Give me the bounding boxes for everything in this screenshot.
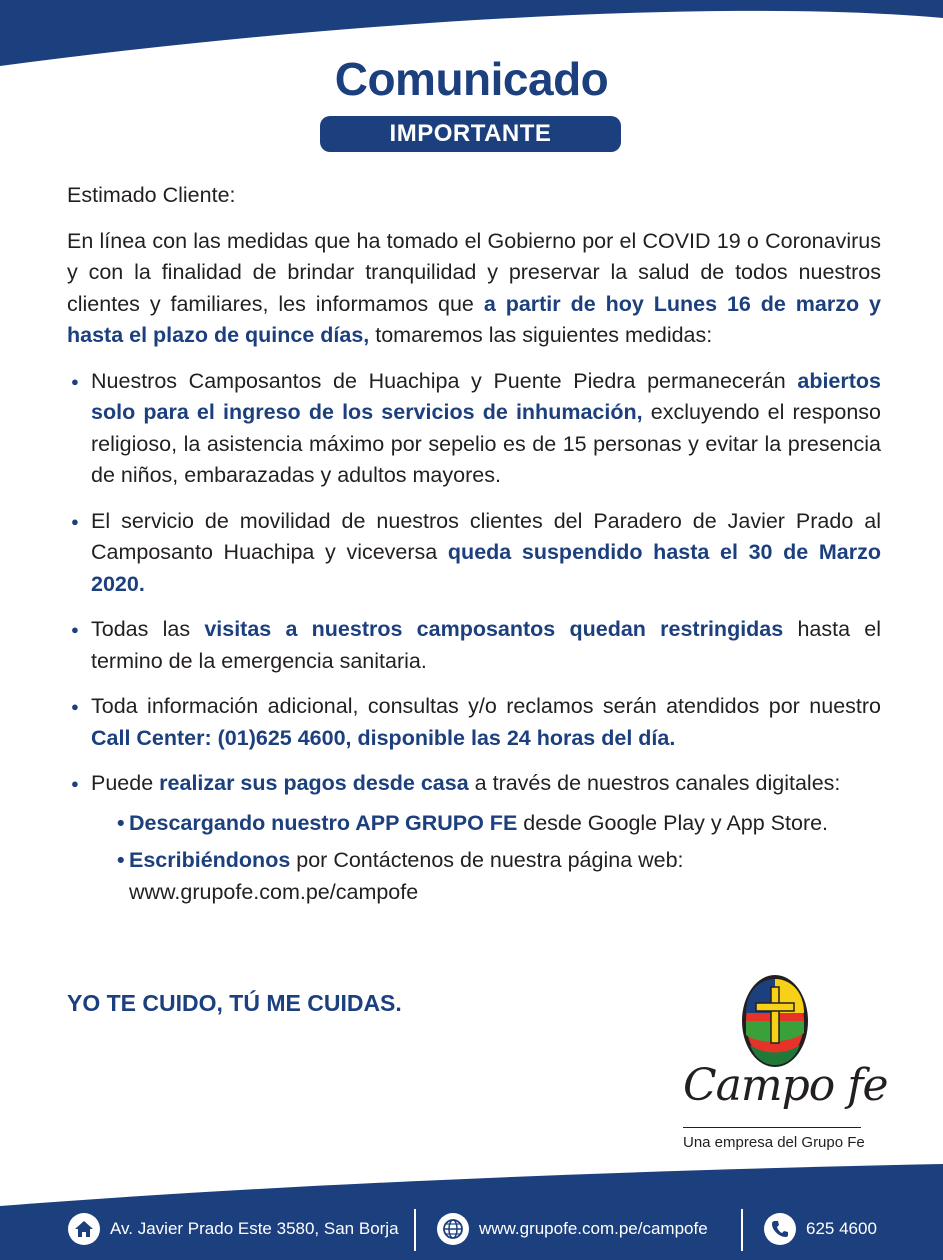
footer-phone[interactable] bbox=[764, 1211, 877, 1247]
item-bold: Escribiéndonos bbox=[129, 848, 291, 872]
list-item bbox=[67, 366, 881, 492]
brand-tagline: Una empresa del Grupo Fe bbox=[683, 1134, 865, 1151]
sub-list-item bbox=[117, 845, 881, 908]
footer-bar bbox=[0, 1205, 943, 1257]
item-bold: abiertos solo para el ingreso de los servicios de inhumación, bbox=[91, 368, 881, 424]
footer-address bbox=[68, 1211, 399, 1247]
intro-paragraph bbox=[67, 226, 881, 352]
item-bold: Descargando nuestro APP GRUPO FE bbox=[129, 810, 518, 835]
item-text: Puede bbox=[91, 771, 160, 795]
intro-bold: a partir de hoy Lunes 16 de marzo y hasta el plazo de quince días, bbox=[67, 291, 881, 347]
item-bold: queda suspendido hasta el 30 de Marzo 2020. bbox=[91, 540, 882, 596]
item-bold: Call Center: (01)625 4600, disponible las 24 horas del día. bbox=[91, 725, 676, 750]
address-text: Av. Javier Prado Este 3580, San Borja bbox=[110, 1219, 399, 1238]
item-text: El servicio de movilidad de nuestros clientes del Paradero de Javier Prado al Camposanto Huachipa y viceversa bbox=[91, 508, 881, 564]
item-text: por Contáctenos de nuestra página web: www.grupofe.com.pe/campofe bbox=[129, 848, 684, 904]
item-text: a través de nuestros canales digitales: bbox=[468, 771, 841, 795]
footer-divider bbox=[741, 1209, 743, 1251]
sub-list-item bbox=[117, 808, 881, 840]
intro-text-1: En línea con las medidas que ha tomado el Gobierno por el COVID 19 o Coronavirus y con la finalidad de brindar tranquilidad y preservar la salud de todos nuestros clientes y familiares, les informamos que bbox=[67, 228, 881, 316]
brand-name: Campo fe bbox=[683, 1060, 888, 1111]
list-item bbox=[67, 506, 881, 601]
important-badge: IMPORTANTE bbox=[320, 116, 621, 152]
website-link[interactable]: www.grupofe.com.pe/campofe bbox=[479, 1219, 708, 1238]
item-bold: visitas a nuestros camposantos quedan restringidas bbox=[204, 617, 784, 641]
item-text: Toda información adicional, consultas y/o reclamos serán atendidos por nuestro bbox=[91, 694, 881, 718]
list-item bbox=[67, 614, 881, 677]
letter-body bbox=[67, 180, 881, 922]
home-icon bbox=[68, 1213, 100, 1245]
item-text: desde Google Play y App Store. bbox=[517, 810, 829, 835]
measures-list bbox=[67, 366, 881, 909]
footer-divider bbox=[414, 1209, 416, 1251]
item-text: hasta el termino de la emergencia sanitaria. bbox=[91, 617, 882, 673]
globe-icon bbox=[437, 1213, 469, 1245]
phone-number[interactable]: 625 4600 bbox=[806, 1219, 877, 1238]
brand-divider bbox=[683, 1127, 861, 1128]
payment-channels-list bbox=[91, 808, 881, 909]
item-text: Todas las bbox=[91, 617, 205, 641]
list-item bbox=[67, 768, 881, 908]
slogan: YO TE CUIDO, TÚ ME CUIDAS. bbox=[67, 990, 402, 1016]
phone-icon bbox=[764, 1213, 796, 1245]
item-bold: realizar sus pagos desde casa bbox=[159, 771, 469, 795]
footer-website[interactable] bbox=[437, 1211, 708, 1247]
intro-text-2: tomaremos las siguientes medidas: bbox=[369, 323, 713, 347]
item-text: excluyendo el responso religioso, la asistencia máximo por sepelio es de 15 personas y evitar la presencia de niños, embarazadas y adultos mayores. bbox=[91, 400, 882, 487]
list-item bbox=[67, 691, 881, 754]
greeting: Estimado Cliente: bbox=[67, 183, 236, 207]
page-title: Comunicado bbox=[334, 53, 609, 105]
item-text: Nuestros Camposantos de Huachipa y Puente Piedra permanecerán bbox=[91, 368, 798, 393]
campofe-logo-icon bbox=[740, 973, 810, 1073]
